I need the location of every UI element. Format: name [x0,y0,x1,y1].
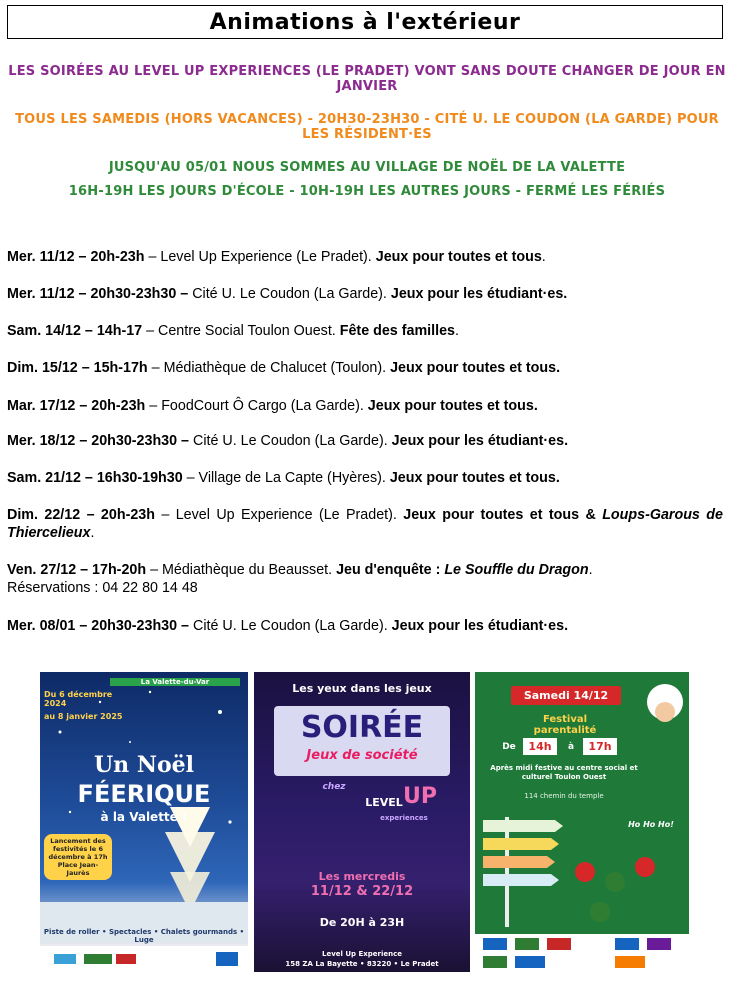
banner-village: JUSQU'AU 05/01 NOUS SOMMES AU VILLAGE DE NOËL DE LA VALETTE [108,160,626,175]
soiree-addr-2: 158 ZA La Bayette • 83220 • Le Pradet [285,960,439,968]
event-date: Mar. 17/12 – 20h-23h [7,398,146,414]
soiree-hours: De 20H à 23H [319,916,405,929]
festival-to: à [567,742,575,752]
soiree-dates: 11/12 & 22/12 [310,884,414,899]
event-date: Sam. 14/12 – 14h-17 [7,323,143,339]
event-place: Cité U. Le Coudon (La Garde). [193,618,392,634]
event-place: – Médiathèque de Chalucet (Toulon). [147,360,391,376]
soiree-addr-1: Level Up Experience [321,950,403,958]
noel-title-1: Un Noël [94,752,194,778]
banner-hours: 16H-19H LES JOURS D'ÉCOLE - 10H-19H LES AUTRES JOURS - FERMÉ LES FÉRIÉS [68,184,666,199]
soiree-brand-1: LEVEL [365,796,403,809]
page-title-box [7,5,723,39]
event-place: – FoodCourt Ô Cargo (La Garde). [145,398,368,414]
event-place: – Level Up Experience (Le Pradet). [154,507,404,523]
soiree-brand-2: UP [403,784,437,809]
noel-launch-badge: Lancement des festivités le 6 décembre à 17h Place Jean-Jaurès [44,834,112,880]
event-desc: Jeux pour les étudiant·es. [391,618,569,634]
soiree-chez: chez [322,782,346,792]
event-desc: Jeux pour les étudiant·es. [391,433,569,449]
event-game-title: Le Souffle du Dragon [444,562,589,578]
logo-icon [54,954,76,964]
event-item [7,432,723,450]
event-date: Dim. 15/12 – 15h-17h [7,360,148,376]
logo-icon [216,952,238,966]
event-place: – Centre Social Toulon Ouest. [142,323,340,339]
event-place: – Village de La Capte (Hyères). [182,470,390,486]
event-desc: Jeux pour toutes et tous & [403,507,603,523]
poster-festival [475,672,689,972]
page-title: Animations à l'extérieur [209,10,521,35]
logo-icon [84,954,112,964]
festival-desc: Après midi festive au centre social et culturel Toulon Ouest [490,764,638,781]
event-item [7,285,723,303]
banner-saturdays: TOUS LES SAMEDIS (HORS VACANCES) - 20H30-23H30 - CITÉ U. LE COUDON (LA GARDE) POUR LES RÉSIDENT·ES [15,112,719,142]
event-place: – Médiathèque du Beausset. [146,562,337,578]
festival-addr: 114 chemin du temple [524,792,604,800]
event-item: Dim. 22/12 – 20h-23h – Level Up Experience (Le Pradet). Jeux pour toutes et tous & Loups-Garous de Thiercelieux. [7,507,723,541]
festival-from: De [502,742,516,752]
festival-hour-start: 14h [523,738,557,755]
festival-date: Samedi 14/12 [511,686,621,705]
event-item [7,359,723,377]
event-date: Dim. 22/12 – 20h-23h [7,507,155,523]
event-item [7,397,723,415]
event-desc: Jeu d'enquête : [336,562,445,578]
festival-hour-end: 17h [583,738,617,755]
event-date: Mer. 18/12 – 20h30-23h30 – [7,433,193,449]
poster-noel [40,672,248,972]
event-desc: Jeux pour les étudiant·es. [390,286,568,302]
event-desc: Jeux pour toutes et tous. [389,470,560,486]
event-place: – Level Up Experience (Le Pradet). [144,249,376,265]
soiree-subtitle: Jeux de société [306,748,418,763]
event-date: Mer. 11/12 – 20h30-23h30 – [7,286,193,302]
event-date: Sam. 21/12 – 16h30-19h30 [7,470,183,486]
event-item: Mer. 11/12 – 20h-23h – Level Up Experience (Le Pradet). Jeux pour toutes et tous. [7,249,546,265]
event-place: Cité U. Le Coudon (La Garde). [192,286,391,302]
event-item: Sam. 14/12 – 14h-17 – Centre Social Toulon Ouest. Fête des familles. [7,323,459,339]
poster-soiree [254,672,470,972]
event-game-title: Loups-Garous de Thiercelieux [7,507,723,541]
noel-dates-from: Du 6 décembre 2024 [44,690,113,708]
soiree-top: Les yeux dans les jeux [292,682,432,695]
noel-title-3: à la Valette ! [100,810,188,824]
event-item: Ven. 27/12 – 17h-20h – Médiathèque du Beausset. Jeu d'enquête : Le Souffle du Dragon. Réservations : 04 22 80 14 48 [7,561,723,597]
event-date: Ven. 27/12 – 17h-20h [7,562,147,578]
noel-title-2: FÉERIQUE [77,780,211,808]
event-desc: Jeux pour toutes et tous. [390,360,561,376]
noel-dates-to: au 8 janvier 2025 [44,712,123,721]
event-desc: Jeux pour toutes et tous. [367,398,538,414]
noel-logos-strip [40,946,248,972]
logo-icon [116,954,136,964]
event-desc: Fête des familles [339,323,455,339]
event-date: Mer. 11/12 – 20h-23h [7,249,145,265]
festival-title: Festival parentalité [533,714,597,736]
festival-decoration [475,672,689,972]
event-place: Cité U. Le Coudon (La Garde). [193,433,392,449]
event-item [7,617,723,635]
soiree-title: SOIRÉE [300,710,424,745]
noel-top-tag: La Valette-du-Var [110,678,240,686]
festival-hoho: Ho Ho Ho! [628,820,674,829]
soiree-brand-3: experiences [380,814,428,822]
event-reservations: Réservations : 04 22 80 14 48 [7,580,198,596]
event-item [7,469,723,487]
banner-level-up: LES SOIRÉES AU LEVEL UP EXPERIENCES (LE PRADET) VONT SANS DOUTE CHANGER DE JOUR EN JANVIER [8,64,726,94]
soiree-days: Les mercredis [318,870,406,883]
event-date: Mer. 08/01 – 20h30-23h30 – [7,618,193,634]
event-desc: Jeux pour toutes et tous [375,249,542,265]
noel-footer: Piste de roller • Spectacles • Chalets gourmands • Luge [43,928,245,944]
posters-row [0,672,734,972]
